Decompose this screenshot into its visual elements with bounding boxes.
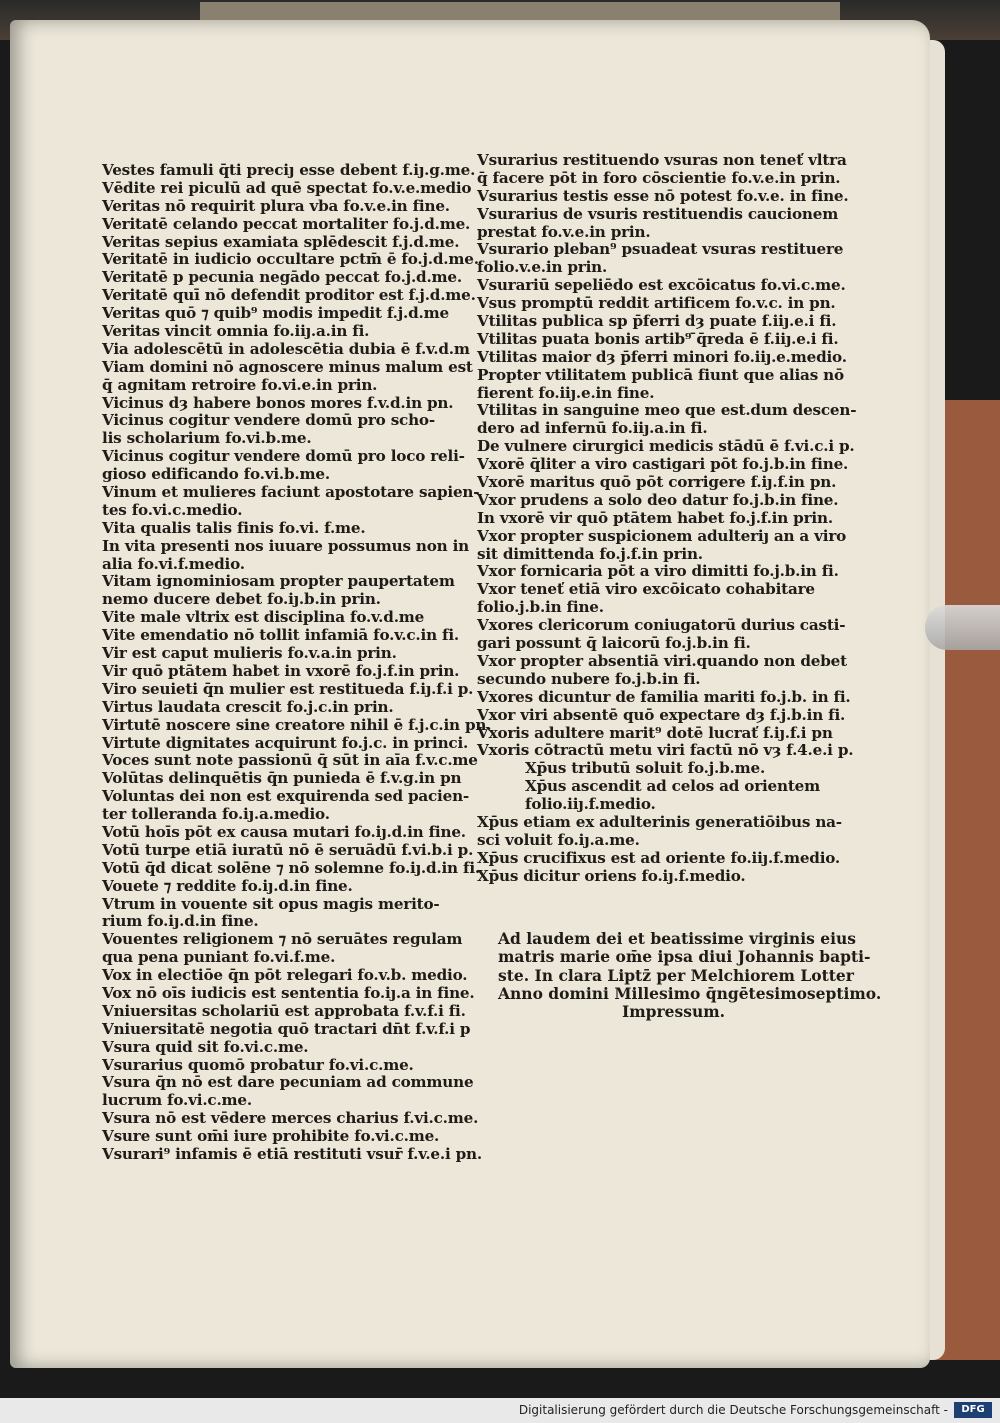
colophon xyxy=(498,930,881,1021)
index-entry: Via adolescētū in adolescētia dubia ē f.v.d.m xyxy=(102,339,470,358)
index-entry: Veritatē p pecunia negādo peccat fo.j.d.me. xyxy=(102,268,462,287)
index-entry: Xp̄us ascendit ad celos ad orientem xyxy=(525,777,821,796)
index-entry: Vniuersitatē negotia quō tractari dn̄t f.v.f.i p xyxy=(102,1019,471,1038)
index-entry: tes fo.vi.c.medio. xyxy=(102,500,243,519)
index-entry: Vxor prudens a solo deo datur fo.j.b.in fine. xyxy=(477,490,839,509)
index-entry: Xp̄us tributū soluit fo.j.b.me. xyxy=(525,759,766,778)
index-entry: Veritatē quī nō defendit proditor est f.j.d.me. xyxy=(102,286,476,305)
index-entry: Votū turpe etiā iuratū nō ē seruādū f.vi.b.i p. xyxy=(102,840,474,859)
index-entry: Vsurariū sepeliēdo est excōicatus fo.vi.c.me. xyxy=(477,276,846,295)
index-entry: Vxor viri absentē quō expectare dȝ f.j.b.in fi. xyxy=(477,705,846,724)
index-entry: Vsure sunt om̄i iure prohibite fo.vi.c.me. xyxy=(102,1127,440,1146)
index-entry: Votū q̄d dicat solēne ⁊ nō solemne fo.iȷ.d.in fi. xyxy=(102,858,480,877)
index-entry: qua pena puniant fo.vi.f.me. xyxy=(102,948,336,967)
index-entry: Vicinus cogitur vendere domū pro loco reli- xyxy=(102,447,465,466)
index-entry: Vxoris cōtractū metu viri factū nō vȝ f.4.e.i p. xyxy=(477,741,854,760)
index-column-right xyxy=(477,152,856,886)
index-entry: Xp̄us crucifixus est ad oriente fo.iiȷ.f.medio. xyxy=(477,848,841,867)
index-entry: Vxorē maritus quō pōt corrigere f.iȷ.f.in pn. xyxy=(477,473,837,492)
index-entry: Vsura q̄n nō est dare pecuniam ad commune xyxy=(102,1073,474,1092)
colophon-line: Anno domini Millesimo q̄ngētesimoseptimo. xyxy=(498,983,882,1003)
index-entry: Vxor propter suspicionem adulteriȷ an a viro xyxy=(477,526,847,545)
index-entry: Vinum et mulieres faciunt apostotare sapien- xyxy=(102,483,480,502)
funding-notice: Digitalisierung gefördert durch die Deutsche Forschungsgemeinschaft - xyxy=(518,1403,948,1417)
index-entry: Vsurarius de vsuris restituendis caucionem xyxy=(477,204,839,223)
index-entry: Xp̄us dicitur oriens fo.iȷ.f.medio. xyxy=(477,866,746,885)
index-entry: Vxorē q̄liter a viro castigari pōt fo.j.b.in fine. xyxy=(477,455,849,474)
index-entry: folio.iiȷ.f.medio. xyxy=(525,795,656,814)
index-entry: dero ad infernū fo.iiȷ.a.in fi. xyxy=(477,419,708,438)
index-entry: Vxor propter absentiā viri.quando non debet xyxy=(477,651,847,670)
index-entry: Veritatē in iudicio occultare pctm̄ ē fo.j.d.me. xyxy=(102,250,479,269)
index-entry: Vite emendatio nō tollit infamiā fo.v.c.in fi. xyxy=(102,626,460,645)
index-entry: sci voluit fo.iȷ.a.me. xyxy=(477,830,640,849)
index-entry: Vtrum in vouente sit opus magis merito- xyxy=(102,894,440,913)
footer-bar xyxy=(0,1398,1000,1423)
index-entry: ter tolleranda fo.iȷ.a.medio. xyxy=(102,805,330,824)
index-entry: Vxoris adultere marit⁹ dotē lucrať f.iȷ.f.i pn xyxy=(477,723,833,742)
index-entry: Vir est caput mulieris fo.v.a.in prin. xyxy=(102,644,397,663)
index-entry: folio.j.b.in fine. xyxy=(477,598,604,617)
index-entry: gari possunt q̄ laicorū fo.j.b.in fi. xyxy=(477,634,751,653)
index-entry: Viam domini nō agnoscere minus malum est xyxy=(102,357,473,376)
index-entry: In vxorē vir quō ptātem habet fo.j.f.in prin. xyxy=(477,508,833,527)
index-entry: Vsurarius quomō probatur fo.vi.c.me. xyxy=(102,1055,414,1074)
index-entry: q̄ facere pōt in foro cōscientie fo.v.e.in prin. xyxy=(477,168,841,187)
index-entry: folio.v.e.in prin. xyxy=(477,258,608,277)
index-entry: Vitam ignominiosam propter paupertatem xyxy=(102,572,455,591)
index-entry: alia fo.vi.f.medio. xyxy=(102,554,245,573)
index-entry: Vouentes religionem ⁊ nō seruātes regulam xyxy=(102,930,463,949)
index-entry: Veritas quō ⁊ quib⁹ modis impedit f.j.d.me xyxy=(102,304,449,323)
colophon-line: matris marie om̄e ipsa diui Johannis bapti- xyxy=(498,947,871,967)
index-entry: Vtilitas publica sp p̄ferri dȝ puate f.iiȷ.e.i fi. xyxy=(477,312,837,331)
index-entry: lucrum fo.vi.c.me. xyxy=(102,1091,252,1110)
index-entry: Veritas vincit omnia fo.iiȷ.a.in fi. xyxy=(102,322,370,341)
index-entry: Vir quō ptātem habet in vxorē fo.j.f.in prin. xyxy=(102,661,460,680)
index-entry: Vita qualis talis finis fo.vi. f.me. xyxy=(102,518,366,537)
index-entry: Vxor teneť etiā viro excōicato cohabitare xyxy=(477,580,815,599)
index-entry: In vita presenti nos iuuare possumus non in xyxy=(102,536,469,555)
index-entry: Vite male vltrix est disciplina fo.v.d.me xyxy=(102,608,425,627)
index-entry: Vxores dicuntur de familia mariti fo.j.b. in fi. xyxy=(477,687,851,706)
index-entry: Voces sunt note passionū q̄ sūt in aīa f.v.c.me xyxy=(102,751,478,770)
index-entry: rium fo.iȷ.d.in fine. xyxy=(102,912,259,931)
colophon-line: Ad laudem dei et beatissime virginis eius xyxy=(498,929,856,948)
index-entry: Propter vtilitatem publicā fiunt que alias nō xyxy=(477,365,844,384)
index-entry: Vsurario pleban⁹ psuadeat vsuras restituere xyxy=(477,240,844,259)
index-entry: Vsurarius restituendo vsuras non teneť vltra xyxy=(477,151,847,169)
index-entry: Voluntas dei non est exquirenda sed pacien- xyxy=(102,787,470,806)
index-entry: Virtus laudata crescit fo.j.c.in prin. xyxy=(102,697,394,716)
index-entry: nemo ducere debet fo.iȷ.b.in prin. xyxy=(102,590,381,609)
index-entry: Xp̄us etiam ex adulterinis generatiōibus na- xyxy=(477,812,842,831)
index-entry: Vouete ⁊ reddite fo.iȷ.d.in fine. xyxy=(102,876,353,895)
index-column-left xyxy=(102,162,491,1164)
index-entry: Viro seuieti q̄n mulier est restitueda f.iȷ.f.i p. xyxy=(102,679,474,698)
index-entry: Vox in electiōe q̄n pōt relegari fo.v.b. medio. xyxy=(102,966,468,985)
index-entry: Vox nō oīs iudicis est sententia fo.iȷ.a in fine. xyxy=(102,983,475,1002)
index-entry: gioso edificando fo.vi.b.me. xyxy=(102,465,330,484)
index-entry: Virtute dignitates acquirunt fo.j.c. in princi. xyxy=(102,733,469,752)
index-entry: De vulnere cirurgici medicis stādū ē f.vi.c.i p. xyxy=(477,437,855,456)
dfg-logo: DFG xyxy=(954,1402,992,1418)
index-entry: Vsura nō est vēdere merces charius f.vi.c.me. xyxy=(102,1109,479,1128)
index-entry: Votū hoīs pōt ex causa mutari fo.iȷ.d.in fine. xyxy=(102,822,466,841)
index-entry: fierent fo.iiȷ.e.in fine. xyxy=(477,383,655,402)
index-entry: Vxores clericorum coniugatorū durius casti- xyxy=(477,616,846,635)
index-entry: Vtilitas maior dȝ p̄ferri minori fo.iiȷ.e.medio. xyxy=(477,347,847,366)
index-entry: Veritas nō requirit plura vba fo.v.e.in fine. xyxy=(102,196,450,215)
index-entry: q̄ agnitam retroire fo.vi.e.in prin. xyxy=(102,375,378,394)
index-entry: secundo nubere fo.j.b.in fi. xyxy=(477,669,701,688)
index-entry: lis scholarium fo.vi.b.me. xyxy=(102,429,312,448)
index-entry: Veritas sepius examiata splēdescit f.j.d.me. xyxy=(102,232,460,251)
index-entry: Vicinus cogitur vendere domū pro scho- xyxy=(102,411,435,430)
bookmark-clip xyxy=(925,605,1000,650)
index-entry: Vxor fornicaria pōt a viro dimitti fo.j.b.in fi. xyxy=(477,562,839,581)
index-entry: Virtutē noscere sine creatore nihil ē f.j.c.in pn. xyxy=(102,715,492,734)
index-entry: Vēdite rei piculū ad quē spectat fo.v.e.medio xyxy=(102,178,472,197)
index-entry: Vsurarius testis esse nō potest fo.v.e. in fine. xyxy=(477,186,849,205)
index-entry: Vsura quid sit fo.vi.c.me. xyxy=(102,1037,309,1056)
index-entry: Vtilitas in sanguine meo que est.dum descen- xyxy=(477,401,857,420)
index-entry: Vtilitas puata bonis artib⁹ ̄q̄reda ē f.iiȷ.e.i fi. xyxy=(477,329,839,348)
colophon-line: ste. In clara Liptz̄ per Melchiorem Lotter xyxy=(498,965,854,985)
colophon-line: Impressum. xyxy=(622,1002,726,1022)
index-entry: Vestes famuli q̄ti preciȷ esse debent f.iȷ.g.me. xyxy=(102,161,476,179)
index-entry: Vsurari⁹ infamis ē etiā restituti vsur̄ f.v.e.i pn. xyxy=(102,1144,482,1163)
index-entry: sit dimittenda fo.j.f.in prin. xyxy=(477,544,703,563)
index-entry: Vicinus dȝ habere bonos mores f.v.d.in pn. xyxy=(102,393,454,412)
index-entry: prestat fo.v.e.in prin. xyxy=(477,222,651,241)
index-entry: Volūtas delinquētis q̄n punieda ē f.v.g.in pn xyxy=(102,769,462,788)
index-entry: Veritatē celando peccat mortaliter fo.j.d.me. xyxy=(102,214,471,233)
index-entry: Vsus promptū reddit artificem fo.v.c. in pn. xyxy=(477,294,836,313)
index-entry: Vniuersitas scholariū est approbata f.v.f.i fi. xyxy=(102,1001,466,1020)
